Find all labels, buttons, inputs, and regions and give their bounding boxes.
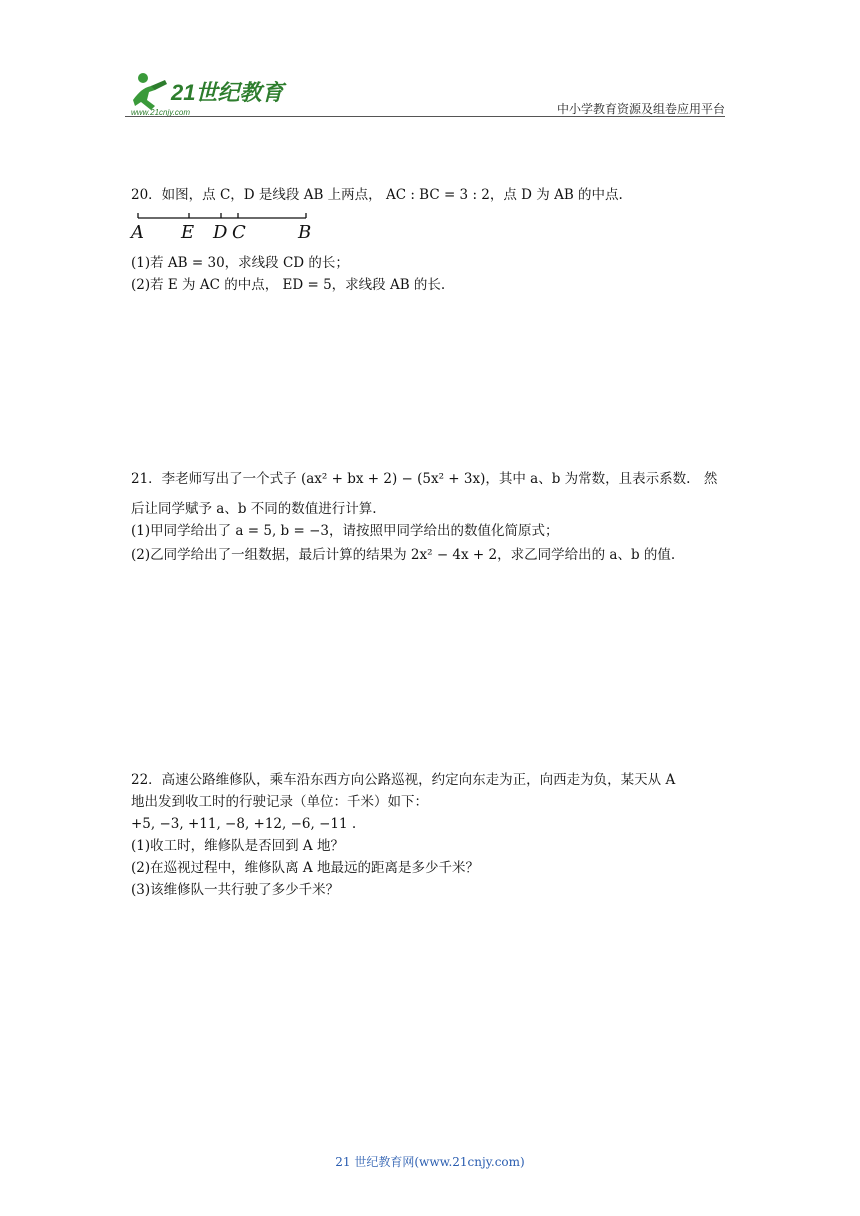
q20-part-2: (2)若 E 为 AC 的中点， ED = 5，求线段 AB 的长. bbox=[131, 277, 446, 293]
q20-part-1: (1)若 AB = 30，求线段 CD 的长； bbox=[131, 255, 349, 271]
logo-21cnjy bbox=[125, 70, 295, 118]
header-divider bbox=[125, 116, 725, 117]
q21-stem-line-1: 21．李老师写出了一个式子 (ax² + bx + 2) − (5x² + 3x)，其中 a、b 为常数，且表示系数. 然 bbox=[131, 471, 718, 487]
q21-stem-line-2: 后让同学赋予 a、b 不同的数值进行计算. bbox=[131, 501, 377, 517]
segment-diagram bbox=[131, 210, 321, 243]
svg-text:www.21cnjy.com: www.21cnjy.com bbox=[131, 108, 190, 117]
q22-records: +5, −3, +11, −8, +12, −6, −11 . bbox=[131, 816, 357, 832]
q22-stem-line-2: 地出发到收工时的行驶记录（单位：千米）如下： bbox=[131, 794, 428, 810]
point-label-b: B bbox=[298, 222, 312, 243]
question-21-body bbox=[131, 498, 731, 566]
question-21 bbox=[131, 464, 731, 494]
q22-part-1: (1)收工时，维修队是否回到 A 地？ bbox=[131, 838, 344, 854]
question-22 bbox=[131, 769, 731, 901]
question-20-parts bbox=[131, 252, 731, 296]
page-footer: 21 世纪教育网(www.21cnjy.com) bbox=[335, 1155, 525, 1169]
point-label-d: D bbox=[213, 222, 228, 243]
svg-text:21世纪教育: 21世纪教育 bbox=[171, 80, 284, 105]
q22-stem-line-1: 22．高速公路维修队，乘车沿东西方向公路巡视，约定向东走为正，向西走为负，某天从 A bbox=[131, 772, 676, 788]
platform-title: 中小学教育资源及组卷应用平台 bbox=[556, 102, 725, 116]
point-label-c: C bbox=[232, 222, 246, 243]
q21-part-2: (2)乙同学给出了一组数据，最后计算的结果为 2x² − 4x + 2，求乙同学给出的 a、b 的值. bbox=[131, 547, 676, 563]
point-label-a: A bbox=[131, 222, 144, 243]
q22-part-3: (3)该维修队一共行驶了多少千米？ bbox=[131, 882, 340, 898]
q22-part-2: (2)在巡视过程中，维修队离 A 地最远的距离是多少千米？ bbox=[131, 860, 479, 876]
q21-part-1: (1)甲同学给出了 a = 5, b = −3，请按照甲同学给出的数值化简原式； bbox=[131, 523, 559, 539]
point-label-e: E bbox=[181, 222, 195, 243]
q20-stem: 20．如图，点 C，D 是线段 AB 上两点， AC : BC = 3 : 2，点 D 为 AB 的中点. bbox=[131, 187, 623, 203]
question-20 bbox=[131, 184, 731, 206]
page-header bbox=[125, 70, 725, 118]
